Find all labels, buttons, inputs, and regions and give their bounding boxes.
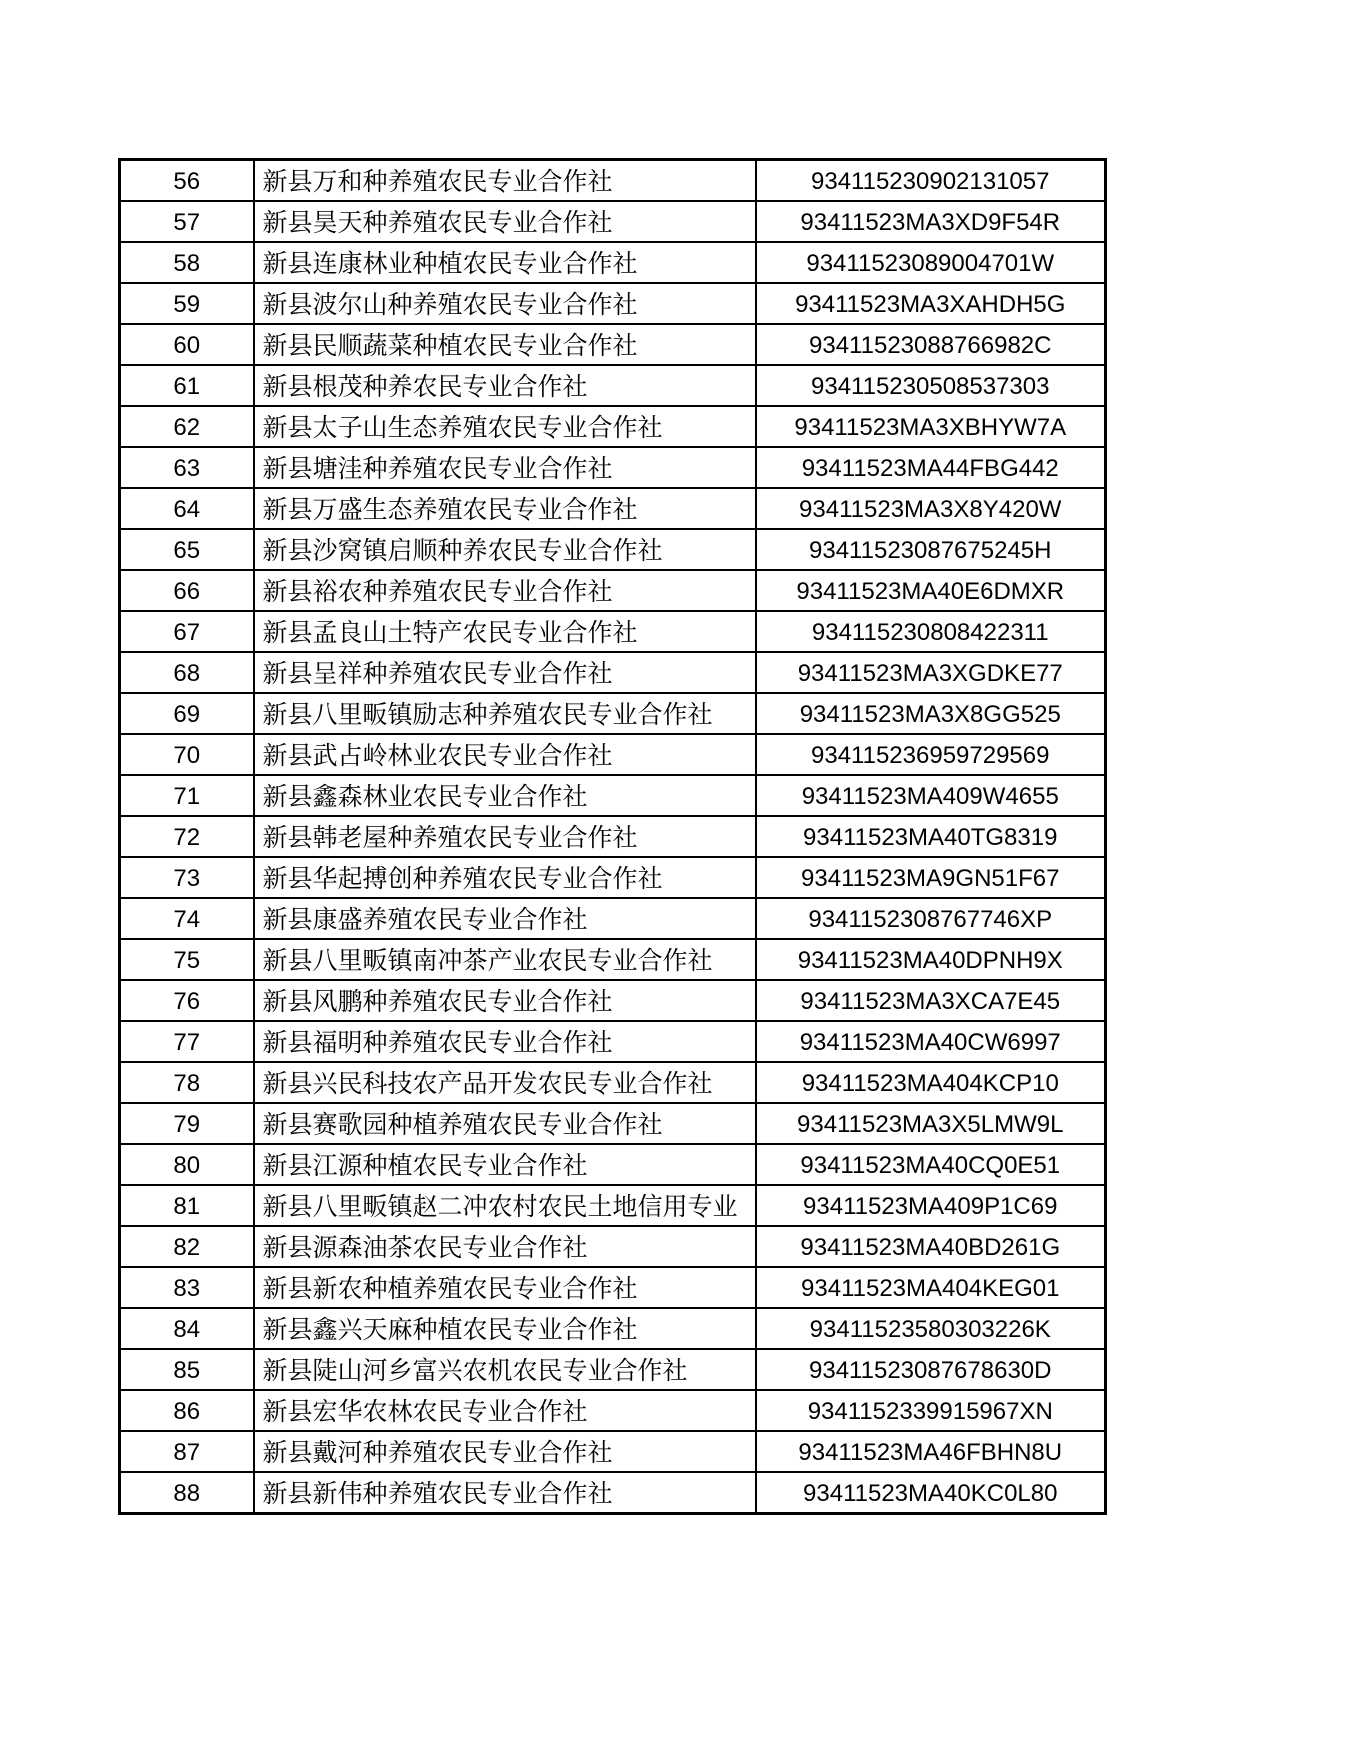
cooperative-name-cell: 新县呈祥种养殖农民专业合作社 xyxy=(254,652,756,693)
table-row xyxy=(120,857,1106,898)
row-number-cell: 68 xyxy=(120,652,254,693)
table-row xyxy=(120,980,1106,1021)
table-row xyxy=(120,1021,1106,1062)
row-number-cell: 86 xyxy=(120,1390,254,1431)
cooperative-name-cell: 新县波尔山种养殖农民专业合作社 xyxy=(254,283,756,324)
cooperative-name-cell: 新县八里畈镇南冲茶产业农民专业合作社 xyxy=(254,939,756,980)
credit-code-cell: 93411523087678630D xyxy=(756,1349,1106,1390)
cooperative-name-cell: 新县江源种植农民专业合作社 xyxy=(254,1144,756,1185)
table-row xyxy=(120,488,1106,529)
cooperative-name-cell: 新县赛歌园种植养殖农民专业合作社 xyxy=(254,1103,756,1144)
table-row xyxy=(120,652,1106,693)
credit-code-cell: 9341152339915967XN xyxy=(756,1390,1106,1431)
cooperative-name-cell: 新县沙窝镇启顺种养农民专业合作社 xyxy=(254,529,756,570)
row-number-cell: 62 xyxy=(120,406,254,447)
row-number-cell: 57 xyxy=(120,201,254,242)
row-number-cell: 87 xyxy=(120,1431,254,1472)
row-number-cell: 78 xyxy=(120,1062,254,1103)
row-number-cell: 84 xyxy=(120,1308,254,1349)
credit-code-cell: 93411523MA40KC0L80 xyxy=(756,1472,1106,1514)
table-row xyxy=(120,734,1106,775)
cooperative-name-cell: 新县万盛生态养殖农民专业合作社 xyxy=(254,488,756,529)
table-row xyxy=(120,1431,1106,1472)
row-number-cell: 63 xyxy=(120,447,254,488)
row-number-cell: 69 xyxy=(120,693,254,734)
cooperative-name-cell: 新县新农种植养殖农民专业合作社 xyxy=(254,1267,756,1308)
row-number-cell: 71 xyxy=(120,775,254,816)
credit-code-cell: 934115236959729569 xyxy=(756,734,1106,775)
cooperative-name-cell: 新县新伟种养殖农民专业合作社 xyxy=(254,1472,756,1514)
row-number-cell: 67 xyxy=(120,611,254,652)
cooperative-name-cell: 新县民顺蔬菜种植农民专业合作社 xyxy=(254,324,756,365)
credit-code-cell: 93411523MA40DPNH9X xyxy=(756,939,1106,980)
table-row xyxy=(120,242,1106,283)
table-row xyxy=(120,201,1106,242)
row-number-cell: 64 xyxy=(120,488,254,529)
cooperative-name-cell: 新县兴民科技农产品开发农民专业合作社 xyxy=(254,1062,756,1103)
credit-code-cell: 93411523MA3XAHDH5G xyxy=(756,283,1106,324)
credit-code-cell: 93411523MA46FBHN8U xyxy=(756,1431,1106,1472)
cooperative-name-cell: 新县塘洼种养殖农民专业合作社 xyxy=(254,447,756,488)
row-number-cell: 76 xyxy=(120,980,254,1021)
row-number-cell: 88 xyxy=(120,1472,254,1514)
table-row xyxy=(120,1062,1106,1103)
cooperative-name-cell: 新县鑫兴天麻种植农民专业合作社 xyxy=(254,1308,756,1349)
table-row xyxy=(120,160,1106,202)
credit-code-cell: 934115230902131057 xyxy=(756,160,1106,202)
credit-code-cell: 93411523087675245H xyxy=(756,529,1106,570)
row-number-cell: 74 xyxy=(120,898,254,939)
credit-code-cell: 93411523MA3X8GG525 xyxy=(756,693,1106,734)
cooperative-name-cell: 新县裕农种养殖农民专业合作社 xyxy=(254,570,756,611)
row-number-cell: 61 xyxy=(120,365,254,406)
table-row xyxy=(120,611,1106,652)
table-row xyxy=(120,529,1106,570)
cooperative-name-cell: 新县孟良山土特产农民专业合作社 xyxy=(254,611,756,652)
credit-code-cell: 93411523MA3XBHYW7A xyxy=(756,406,1106,447)
row-number-cell: 60 xyxy=(120,324,254,365)
table-row xyxy=(120,1226,1106,1267)
credit-code-cell: 934115230508537303 xyxy=(756,365,1106,406)
credit-code-cell: 93411523MA404KEG01 xyxy=(756,1267,1106,1308)
row-number-cell: 82 xyxy=(120,1226,254,1267)
table-row xyxy=(120,1349,1106,1390)
table-row xyxy=(120,816,1106,857)
cooperative-name-cell: 新县万和种养殖农民专业合作社 xyxy=(254,160,756,202)
row-number-cell: 66 xyxy=(120,570,254,611)
row-number-cell: 85 xyxy=(120,1349,254,1390)
row-number-cell: 83 xyxy=(120,1267,254,1308)
table-row xyxy=(120,447,1106,488)
credit-code-cell: 93411523MA44FBG442 xyxy=(756,447,1106,488)
credit-code-cell: 93411523MA409P1C69 xyxy=(756,1185,1106,1226)
credit-code-cell: 93411523MA40BD261G xyxy=(756,1226,1106,1267)
cooperative-name-cell: 新县华起搏创种养殖农民专业合作社 xyxy=(254,857,756,898)
table-row xyxy=(120,283,1106,324)
row-number-cell: 59 xyxy=(120,283,254,324)
table-row xyxy=(120,406,1106,447)
credit-code-cell: 93411523MA9GN51F67 xyxy=(756,857,1106,898)
credit-code-cell: 93411523580303226K xyxy=(756,1308,1106,1349)
credit-code-cell: 93411523MA404KCP10 xyxy=(756,1062,1106,1103)
credit-code-cell: 93411523MA40CW6997 xyxy=(756,1021,1106,1062)
cooperative-name-cell: 新县根茂种养农民专业合作社 xyxy=(254,365,756,406)
cooperative-name-cell: 新县八里畈镇赵二冲农村农民土地信用专业 xyxy=(254,1185,756,1226)
row-number-cell: 72 xyxy=(120,816,254,857)
cooperative-name-cell: 新县八里畈镇励志种养殖农民专业合作社 xyxy=(254,693,756,734)
row-number-cell: 70 xyxy=(120,734,254,775)
credit-code-cell: 93411523MA40CQ0E51 xyxy=(756,1144,1106,1185)
row-number-cell: 56 xyxy=(120,160,254,202)
table-row xyxy=(120,1103,1106,1144)
credit-code-cell: 93411523MA3XGDKE77 xyxy=(756,652,1106,693)
table-row xyxy=(120,1472,1106,1514)
cooperative-name-cell: 新县康盛养殖农民专业合作社 xyxy=(254,898,756,939)
cooperative-name-cell: 新县戴河种养殖农民专业合作社 xyxy=(254,1431,756,1472)
table-row xyxy=(120,1144,1106,1185)
row-number-cell: 80 xyxy=(120,1144,254,1185)
cooperative-name-cell: 新县太子山生态养殖农民专业合作社 xyxy=(254,406,756,447)
row-number-cell: 81 xyxy=(120,1185,254,1226)
table-row xyxy=(120,775,1106,816)
row-number-cell: 58 xyxy=(120,242,254,283)
credit-code-cell: 93411523MA3XCA7E45 xyxy=(756,980,1106,1021)
credit-code-cell: 93411523088766982C xyxy=(756,324,1106,365)
cooperative-name-cell: 新县福明种养殖农民专业合作社 xyxy=(254,1021,756,1062)
table-row xyxy=(120,324,1106,365)
cooperative-name-cell: 新县韩老屋种养殖农民专业合作社 xyxy=(254,816,756,857)
table-row xyxy=(120,1267,1106,1308)
table-row xyxy=(120,365,1106,406)
table-row xyxy=(120,939,1106,980)
cooperative-name-cell: 新县武占岭林业农民专业合作社 xyxy=(254,734,756,775)
credit-code-cell: 93411523MA409W4655 xyxy=(756,775,1106,816)
credit-code-cell: 93411523089004701W xyxy=(756,242,1106,283)
table-body xyxy=(120,160,1106,1514)
table-row xyxy=(120,1390,1106,1431)
cooperative-table xyxy=(118,158,1107,1515)
row-number-cell: 65 xyxy=(120,529,254,570)
credit-code-cell: 93411523MA40TG8319 xyxy=(756,816,1106,857)
credit-code-cell: 93411523MA3X8Y420W xyxy=(756,488,1106,529)
table-row xyxy=(120,693,1106,734)
credit-code-cell: 93411523MA3X5LMW9L xyxy=(756,1103,1106,1144)
cooperative-name-cell: 新县陡山河乡富兴农机农民专业合作社 xyxy=(254,1349,756,1390)
cooperative-name-cell: 新县宏华农林农民专业合作社 xyxy=(254,1390,756,1431)
credit-code-cell: 93411523MA3XD9F54R xyxy=(756,201,1106,242)
credit-code-cell: 9341152308767746XP xyxy=(756,898,1106,939)
table-row xyxy=(120,898,1106,939)
row-number-cell: 75 xyxy=(120,939,254,980)
table-row xyxy=(120,1185,1106,1226)
row-number-cell: 73 xyxy=(120,857,254,898)
cooperative-name-cell: 新县源森油茶农民专业合作社 xyxy=(254,1226,756,1267)
row-number-cell: 79 xyxy=(120,1103,254,1144)
cooperative-name-cell: 新县昊天种养殖农民专业合作社 xyxy=(254,201,756,242)
credit-code-cell: 934115230808422311 xyxy=(756,611,1106,652)
cooperative-name-cell: 新县风鹏种养殖农民专业合作社 xyxy=(254,980,756,1021)
table-row xyxy=(120,1308,1106,1349)
row-number-cell: 77 xyxy=(120,1021,254,1062)
table-row xyxy=(120,570,1106,611)
cooperative-name-cell: 新县鑫森林业农民专业合作社 xyxy=(254,775,756,816)
cooperative-name-cell: 新县连康林业种植农民专业合作社 xyxy=(254,242,756,283)
credit-code-cell: 93411523MA40E6DMXR xyxy=(756,570,1106,611)
